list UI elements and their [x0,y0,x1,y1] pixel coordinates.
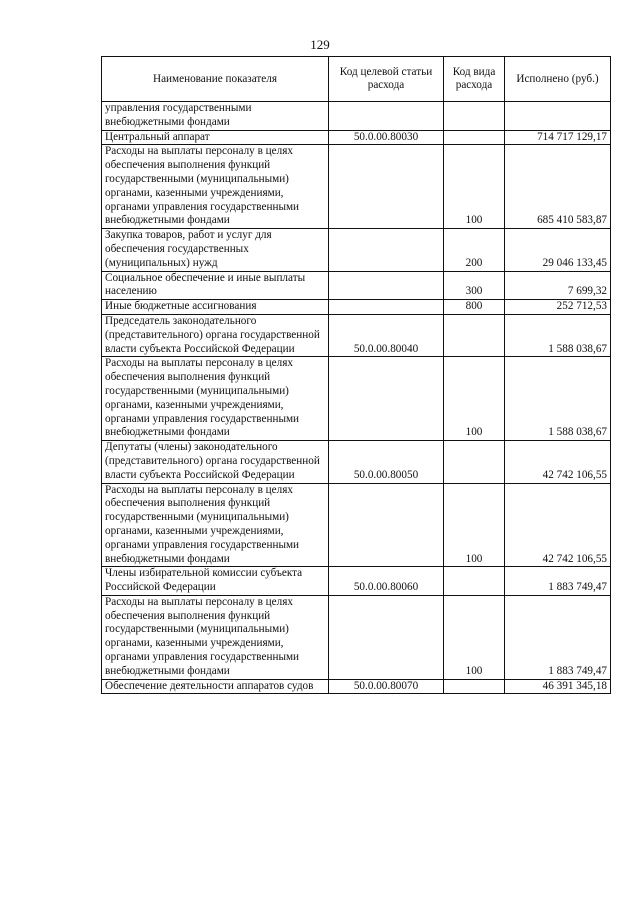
table-row [102,271,611,300]
cell-name: Обеспечение деятельности аппаратов судов [102,679,329,694]
cell-expense-kind [444,567,505,596]
cell-expense-kind [444,314,505,356]
cell-amount: 1 883 749,47 [505,595,611,679]
cell-target-code [329,145,444,229]
cell-expense-kind: 300 [444,271,505,300]
cell-target-code [329,357,444,441]
cell-expense-kind: 100 [444,145,505,229]
table-row [102,595,611,679]
table-row [102,483,611,567]
cell-target-code [329,229,444,271]
cell-amount: 42 742 106,55 [505,483,611,567]
header-expense-kind: Код вида расхода [444,57,505,102]
cell-target-code [329,595,444,679]
header-indicator-name: Наименование показателя [102,57,329,102]
table-row [102,357,611,441]
table-row [102,300,611,315]
table-row [102,567,611,596]
table-row [102,314,611,356]
cell-expense-kind: 200 [444,229,505,271]
cell-amount: 1 588 038,67 [505,357,611,441]
cell-expense-kind [444,679,505,694]
cell-expense-kind: 100 [444,595,505,679]
cell-target-code [329,483,444,567]
header-executed: Исполнено (руб.) [505,57,611,102]
page-number: 129 [310,37,330,52]
table-row [102,679,611,694]
cell-name: Расходы на выплаты персоналу в целях обеспечения выполнения функций государственными (муниципальными) органами, казенными учреждениями, органами управления государственными внебюджетными фондами [102,145,329,229]
cell-name: Члены избирательной комиссии субъекта Российской Федерации [102,567,329,596]
table-row [102,102,611,131]
cell-amount: 29 046 133,45 [505,229,611,271]
table-row [102,441,611,483]
table-row [102,145,611,229]
cell-amount: 252 712,53 [505,300,611,315]
cell-name: Центральный аппарат [102,130,329,145]
cell-name: Социальное обеспечение и иные выплаты населению [102,271,329,300]
cell-expense-kind [444,441,505,483]
cell-target-code: 50.0.00.80040 [329,314,444,356]
cell-name: Расходы на выплаты персоналу в целях обеспечения выполнения функций государственными (муниципальными) органами, казенными учреждениями, органами управления государственными внебюджетными фондами [102,357,329,441]
cell-target-code: 50.0.00.80060 [329,567,444,596]
cell-amount: 1 883 749,47 [505,567,611,596]
cell-name: управления государственными внебюджетными фондами [102,102,329,131]
cell-expense-kind: 800 [444,300,505,315]
header-target-code: Код целевой статьи расхода [329,57,444,102]
cell-amount: 46 391 345,18 [505,679,611,694]
table-row [102,229,611,271]
cell-amount: 1 588 038,67 [505,314,611,356]
cell-target-code: 50.0.00.80070 [329,679,444,694]
cell-name: Иные бюджетные ассигнования [102,300,329,315]
cell-name: Депутаты (члены) законодательного (представительного) органа государственной власти субъекта Российской Федерации [102,441,329,483]
cell-amount: 685 410 583,87 [505,145,611,229]
cell-target-code: 50.0.00.80050 [329,441,444,483]
budget-execution-table [101,56,611,694]
cell-amount [505,102,611,131]
table-row [102,130,611,145]
cell-target-code [329,271,444,300]
cell-name: Расходы на выплаты персоналу в целях обеспечения выполнения функций государственными (муниципальными) органами, казенными учреждениями, органами управления государственными внебюджетными фондами [102,595,329,679]
cell-amount: 714 717 129,17 [505,130,611,145]
cell-amount: 42 742 106,55 [505,441,611,483]
cell-expense-kind: 100 [444,483,505,567]
cell-target-code [329,300,444,315]
cell-target-code [329,102,444,131]
table-header-row [102,57,611,102]
cell-expense-kind: 100 [444,357,505,441]
cell-target-code: 50.0.00.80030 [329,130,444,145]
cell-name: Председатель законодательного (представительного) органа государственной власти субъекта Российской Федерации [102,314,329,356]
cell-name: Закупка товаров, работ и услуг для обеспечения государственных (муниципальных) нужд [102,229,329,271]
cell-expense-kind [444,130,505,145]
cell-name: Расходы на выплаты персоналу в целях обеспечения выполнения функций государственными (муниципальными) органами, казенными учреждениями, органами управления государственными внебюджетными фондами [102,483,329,567]
cell-amount: 7 699,32 [505,271,611,300]
cell-expense-kind [444,102,505,131]
